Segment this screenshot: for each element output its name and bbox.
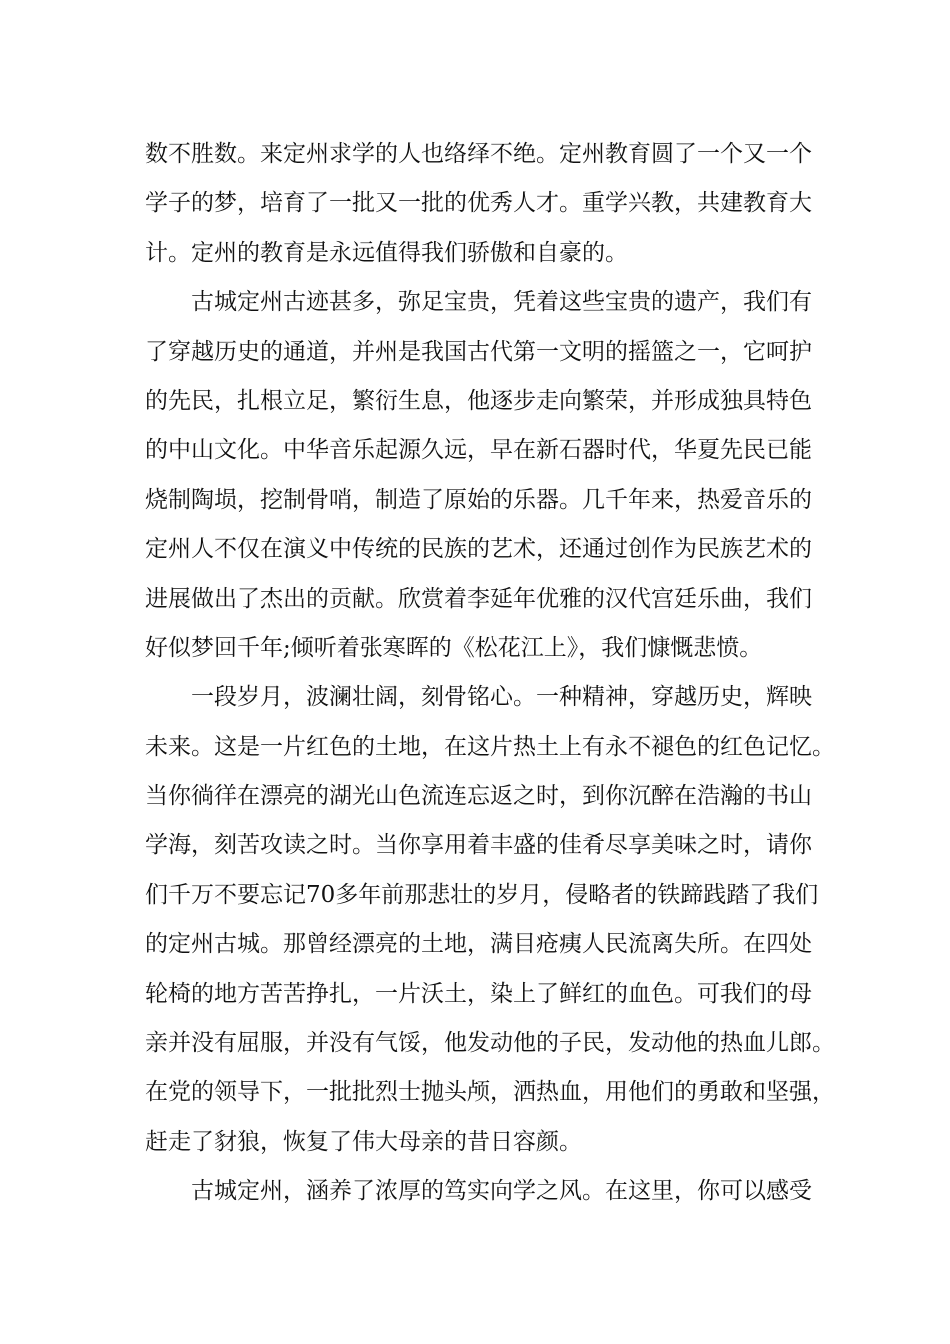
text-line: 数不胜数。来定州求学的人也络绎不绝。定州教育圆了一个又一个: [145, 141, 812, 167]
text-line: 们千万不要忘记70多年前那悲壮的岁月，侵略者的铁蹄践踏了我们: [145, 881, 819, 908]
text-line: 当你徜徉在漂亮的湖光山色流连忘返之时，到你沉醉在浩瀚的书山: [145, 783, 812, 810]
text-line: 计。定州的教育是永远值得我们骄傲和自豪的。: [145, 239, 628, 266]
text-line: 亲并没有屈服，并没有气馁，他发动他的子民，发动他的热血儿郎。: [145, 1030, 835, 1057]
text-line: 的先民，扎根立足，繁衍生息，他逐步走向繁荣，并形成独具特色: [145, 387, 812, 414]
text-line: 古城定州，涵养了浓厚的笃实向学之风。在这里，你可以感受: [191, 1178, 812, 1205]
text-line: 在党的领导下，一批批烈士抛头颅，洒热血，用他们的勇敢和坚强，: [145, 1079, 835, 1106]
text-line: 烧制陶埙，挖制骨哨，制造了原始的乐器。几千年来，热爱音乐的: [145, 486, 812, 513]
body-text: [145, 130, 835, 1217]
text-line: 了穿越历史的通道，并州是我国古代第一文明的摇篮之一，它呵护: [145, 338, 812, 365]
text-line: 的定州古城。那曾经漂亮的土地，满目疮痍人民流离失所。在四处: [145, 931, 812, 958]
text-line: 赶走了豺狼，恢复了伟大母亲的昔日容颜。: [145, 1128, 582, 1155]
text-line: 定州人不仅在演义中传统的民族的艺术，还通过创作为民族艺术的: [145, 536, 812, 563]
text-line: 的中山文化。中华音乐起源久远，早在新石器时代，华夏先民已能: [145, 437, 812, 464]
text-line: 进展做出了杰出的贡献。欣赏着李延年优雅的汉代宫廷乐曲，我们: [145, 585, 812, 612]
text-line: 未来。这是一片红色的土地，在这片热土上有永不褪色的红色记忆。: [145, 733, 835, 760]
text-line: 古城定州古迹甚多，弥足宝贵，凭着这些宝贵的遗产，我们有: [191, 289, 812, 316]
text-line: 轮椅的地方苦苦挣扎，一片沃土，染上了鲜红的血色。可我们的母: [145, 980, 812, 1007]
text-line: 学子的梦，培育了一批又一批的优秀人才。重学兴教，共建教育大: [145, 190, 812, 217]
text-line: 好似梦回千年;倾听着张寒晖的《松花江上》，我们慷慨悲愤。: [145, 634, 763, 661]
text-line: 一段岁月，波澜壮阔，刻骨铭心。一种精神，穿越历史，辉映: [191, 684, 812, 711]
text-line: 学海，刻苦攻读之时。当你享用着丰盛的佳肴尽享美味之时，请你: [145, 832, 812, 859]
